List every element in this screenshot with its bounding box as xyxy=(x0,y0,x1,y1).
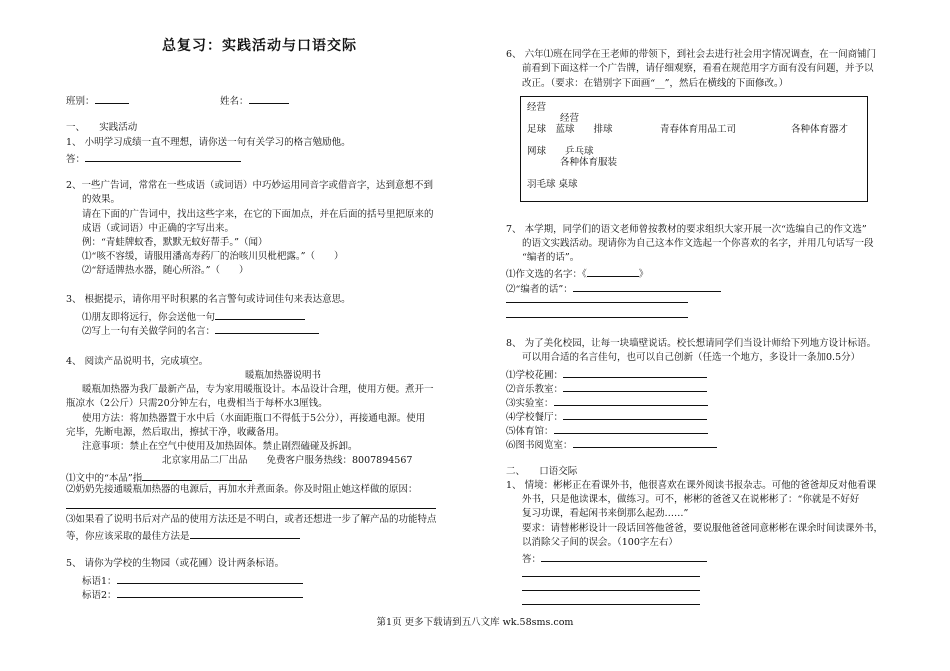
q7-line: “编者的话”。 xyxy=(522,252,580,263)
slogan-1 xyxy=(82,573,303,588)
q4-subq-3-blank[interactable] xyxy=(190,528,300,539)
q8-item-label: ⑴学校花圃： xyxy=(506,370,564,381)
advertisement-sign xyxy=(520,96,868,202)
oral-answer-label: 答： xyxy=(522,554,542,565)
q7-subq-1-label: ⑴作文选的名字：《 xyxy=(506,269,587,280)
q4-subq-3: ⑶如果看了说明书后对产品的使用方法还是不明白，或者还想进一步了解产品的功能特点 xyxy=(66,514,437,525)
q4-subq-2-answer-line[interactable] xyxy=(66,508,436,509)
slogan-1-label: 标语1： xyxy=(82,576,117,587)
q1-answer-blank[interactable] xyxy=(85,151,241,162)
q2-item-1: ⑴“咳不容缓，请服用潘高寿药厂的治咳川贝枇杷露。”（ ） xyxy=(82,251,344,262)
q7-subq-2-label: ⑵“编者的话”： xyxy=(506,284,573,295)
q1-answer-label: 答： xyxy=(66,154,86,165)
manual-paragraph: 完毕，先断电源，然后取出，擦拭干净，收藏备用。 xyxy=(66,427,285,438)
q2-item-2: ⑵“舒适牌热水器，随心所浴。”（ ） xyxy=(82,265,249,276)
q3-item-1-blank[interactable] xyxy=(215,309,305,320)
q8-item xyxy=(506,437,717,452)
oral-line: 1、 情境：彬彬正在看课外书，他很喜欢在课外阅读书报杂志。可他的爸爸却反对他看课 xyxy=(506,480,877,491)
slogan-2-blank[interactable] xyxy=(117,587,303,598)
oral-answer-line[interactable] xyxy=(522,590,700,591)
q2-example: 例：“青蛙牌蚊香，默默无蚊好帮手。”（闻） xyxy=(82,237,268,248)
q3-text: 3、 根据提示，请你用平时积累的名言警句或诗词佳句来表达意思。 xyxy=(66,294,351,305)
oral-line: 要求：请替彬彬设计一段话回答他爸爸，要说服他爸爸同意彬彬在课余时间读课外书， xyxy=(522,523,884,534)
class-blank[interactable] xyxy=(95,93,129,104)
sign-text: 足球 蓝球 排球 xyxy=(527,124,613,135)
q8-item-blank[interactable] xyxy=(554,395,708,406)
q7-subq-1 xyxy=(506,266,648,281)
manual-paragraph: 使用方法：将加热器置于水中后（水面距瓶口不得低于5公分），再接通电源。使用 xyxy=(82,413,426,424)
q8-item-label: ⑶实验室： xyxy=(506,398,554,409)
q8-item-blank[interactable] xyxy=(563,381,707,392)
name-label: 姓名： xyxy=(220,96,249,107)
manual-manufacturer: 北京家用品二厂出品 免费客户服务热线：8007894567 xyxy=(162,455,413,466)
sign-text: 经营 xyxy=(560,113,580,124)
name-field xyxy=(220,93,289,108)
q7-line: 7、 本学期，同学们的语文老师曾按教材的要求组织大家开展一次“选编自己的作文选” xyxy=(506,224,867,235)
q8-item-label: ⑵音乐教室： xyxy=(506,384,564,395)
oral-line: 复习功课，看起闲书来倒那么起劲……” xyxy=(522,508,689,519)
manual-paragraph: 瓶凉水（2公斤）只需20分钟左右，电费相当于每杯水3厘钱。 xyxy=(66,398,328,409)
q3-item-1-label: ⑴朋友即将远行，你会送他一句 xyxy=(82,312,216,323)
q4-subq-3-label: 等，你应该采取的最佳方法是 xyxy=(66,531,190,542)
section-heading-practice: 一、 实践活动 xyxy=(66,122,138,133)
oral-answer-line[interactable] xyxy=(522,604,700,605)
q8-item-blank[interactable] xyxy=(554,423,708,434)
q8-item-label: ⑸体育馆： xyxy=(506,426,554,437)
q8-item xyxy=(506,395,708,410)
q7-answer-line[interactable] xyxy=(506,302,688,303)
sign-text: 羽毛球 桌球 xyxy=(527,179,578,190)
oral-answer-blank[interactable] xyxy=(541,551,707,562)
q3-item-1 xyxy=(82,309,305,324)
q4-text: 4、 阅读产品说明书，完成填空。 xyxy=(66,356,209,367)
slogan-2 xyxy=(82,587,303,602)
manual-paragraph: 暖瓶加热器为我厂最新产品，专为家用暖瓶设计。本品设计合理，使用方便。煮开一 xyxy=(82,384,434,395)
q6-line: 前看到下面这样一个广告牌，请仔细观察，看看在规范用字方面有没有问题，并予以 xyxy=(522,63,874,74)
class-label: 班别： xyxy=(66,96,95,107)
q2-line: 请在下面的广告词中，找出这些字来，在它的下面加点，并在后面的括号里把原来的 xyxy=(82,209,434,220)
section-heading-oral: 二、 口语交际 xyxy=(506,466,578,477)
q8-item-blank[interactable] xyxy=(573,437,717,448)
sign-text: 经营 xyxy=(527,102,547,113)
q1-text: 1、 小明学习成绩一直不理想，请你送一句有关学习的格言勉励他。 xyxy=(66,137,351,148)
slogan-2-label: 标语2： xyxy=(82,590,117,601)
q8-item-blank[interactable] xyxy=(563,367,707,378)
q7-line: 的语文实践活动。现请你为自己这本作文选起一个你喜欢的名字，并用几句话写一段 xyxy=(522,238,874,249)
sign-text: 各种体育器才 xyxy=(791,124,849,135)
q8-item-label: ⑹图书阅览室： xyxy=(506,440,573,451)
q4-subq-1-label: ⑴文中的“本品”指 xyxy=(66,473,143,484)
q4-subq-3-cont xyxy=(66,528,300,543)
q2-line: 成语（或词语）中正确的字写出来。 xyxy=(82,223,235,234)
page-title: 总复习：实践活动与口语交际 xyxy=(162,38,357,54)
q8-item xyxy=(506,409,707,424)
q8-item-blank[interactable] xyxy=(563,409,707,420)
q8-item xyxy=(506,367,707,382)
oral-line: 外书，只是他读课本，做练习。可不，彬彬的爸爸又在说彬彬了：“你就是不好好 xyxy=(522,494,860,505)
class-field xyxy=(66,93,129,108)
q8-line: 可以用合适的名言佳句，也可以自己创新（任选一个地方，多设计一条加0.5分） xyxy=(522,352,861,363)
q8-item xyxy=(506,381,707,396)
q7-subq-2 xyxy=(506,281,721,296)
q8-item xyxy=(506,423,708,438)
q7-editor-note-blank[interactable] xyxy=(573,281,721,292)
manual-title: 暖瓶加热器说明书 xyxy=(245,370,322,381)
slogan-1-blank[interactable] xyxy=(117,573,303,584)
q6-line: 6、 六年⑴班在同学在王老师的带领下，到社会去进行社会用字情况调查，在一间商铺门 xyxy=(506,49,877,60)
q7-answer-line[interactable] xyxy=(506,317,688,318)
q6-line: 改正。（要求：在错别字下面画“__”，然后在横线的下面修改。） xyxy=(522,78,789,89)
page-footer: 第1页 更多下载请到五八文库 wk.58sms.com xyxy=(376,617,574,628)
q4-subq-1 xyxy=(66,470,252,485)
sign-text: 网球 乒乓球 xyxy=(527,146,594,157)
oral-answer xyxy=(522,551,707,566)
q2-line: 2、一些广告词，常常在一些成语（或词语）中巧妙运用同音字或借音字，达到意想不到 xyxy=(66,180,434,191)
q2-line: 的效果。 xyxy=(82,194,121,205)
sign-text: 青春体育用品工司 xyxy=(660,124,737,135)
q1-answer xyxy=(66,151,241,166)
sign-text: 各种体育服装 xyxy=(560,157,618,168)
q4-subq-1-blank[interactable] xyxy=(142,470,252,481)
q8-item-label: ⑷学校餐厅： xyxy=(506,412,564,423)
q3-item-2-label: ⑵写上一句有关做学问的名言： xyxy=(82,326,216,337)
q7-subq-1-close: 》 xyxy=(638,269,649,280)
q4-subq-2: ⑵奶奶先接通暖瓶加热器的电源后，再加水并煮面条。你及时阻止她这样做的原因： xyxy=(66,484,418,495)
oral-line: 以消除父子间的误会。（100字左右） xyxy=(522,537,678,548)
q5-text: 5、 请你为学校的生物园（或花圃）设计两条标语。 xyxy=(66,558,285,569)
q8-line: 8、 为了美化校园，让每一块墙壁说话。校长想请同学们当设计师给下列地方设计标语。 xyxy=(506,338,877,349)
q3-item-2 xyxy=(82,323,319,338)
q3-item-2-blank[interactable] xyxy=(215,323,319,334)
oral-answer-line[interactable] xyxy=(522,576,700,577)
name-blank[interactable] xyxy=(249,93,289,104)
q7-collection-name-blank[interactable] xyxy=(587,266,639,277)
manual-paragraph: 注意事项：禁止在空气中使用及加热固体。禁止剧烈磕碰及拆卸。 xyxy=(82,441,358,452)
